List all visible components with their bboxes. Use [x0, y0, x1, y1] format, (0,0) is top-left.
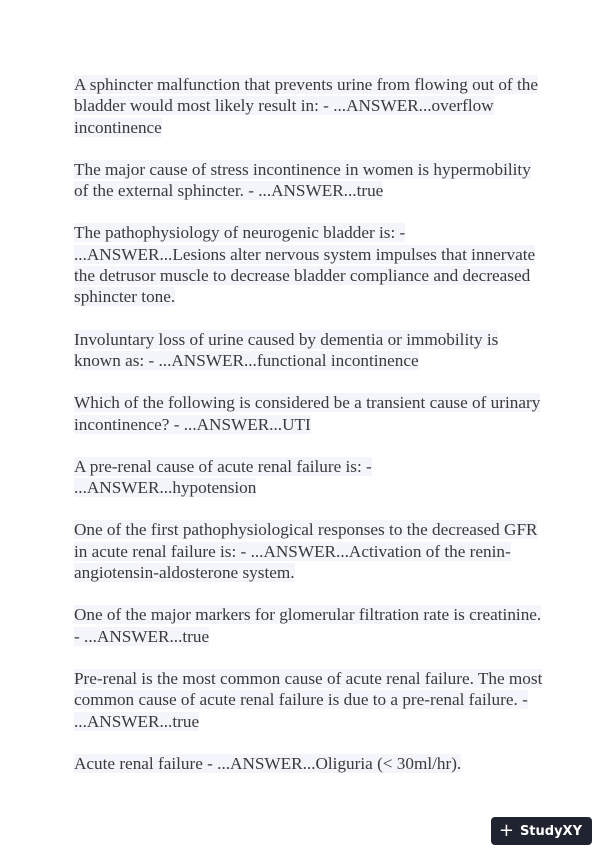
qa-text: A pre-renal cause of acute renal failure is: - ...ANSWER...hypotension [74, 456, 372, 498]
qa-text: A sphincter malfunction that prevents urine from flowing out of the bladder would most likely result in: - ...ANSWER...overflow incontinence [74, 75, 538, 137]
qa-item [74, 392, 544, 435]
qa-item [74, 222, 544, 307]
qa-text: Acute renal failure - ...ANSWER...Oliguria (< 30ml/hr). [74, 753, 462, 773]
qa-text: One of the major markers for glomerular filtration rate is creatinine. - ...ANSWER...true [74, 605, 542, 646]
studyxy-watermark-badge[interactable] [491, 817, 592, 845]
qa-item [74, 159, 544, 202]
qa-item [74, 668, 544, 732]
qa-text: The major cause of stress incontinence in women is hypermobility of the external sphincter. - ...ANSWER...true [74, 159, 531, 201]
qa-item [74, 604, 544, 647]
qa-item [74, 456, 544, 499]
qa-list [74, 74, 544, 795]
qa-item [74, 753, 544, 774]
plus-icon: + [498, 820, 514, 841]
qa-text: Pre-renal is the most common cause of acute renal failure. The most common cause of acute renal failure is due to a pre-renal failure. - ...ANSWER...true [74, 668, 543, 731]
qa-text: One of the first pathophysiological responses to the decreased GFR in acute renal failure is: - ...ANSWER...Activation of the renin-angiotensin-aldosterone system. [74, 520, 538, 583]
qa-text: Which of the following is considered be a transient cause of urinary incontinence? - ...ANSWER...UTI [74, 393, 541, 434]
qa-text: Involuntary loss of urine caused by dementia or immobility is known as: - ...ANSWER...functional incontinence [74, 329, 499, 370]
watermark-label: StudyXY [519, 823, 582, 839]
qa-item [74, 329, 544, 372]
qa-text: The pathophysiology of neurogenic bladder is: - ...ANSWER...Lesions alter nervous system impulses that innervate the detrusor muscle to decrease bladder compliance and decreased sphincter tone. [74, 223, 536, 307]
qa-item [74, 519, 544, 583]
qa-item [74, 74, 544, 138]
